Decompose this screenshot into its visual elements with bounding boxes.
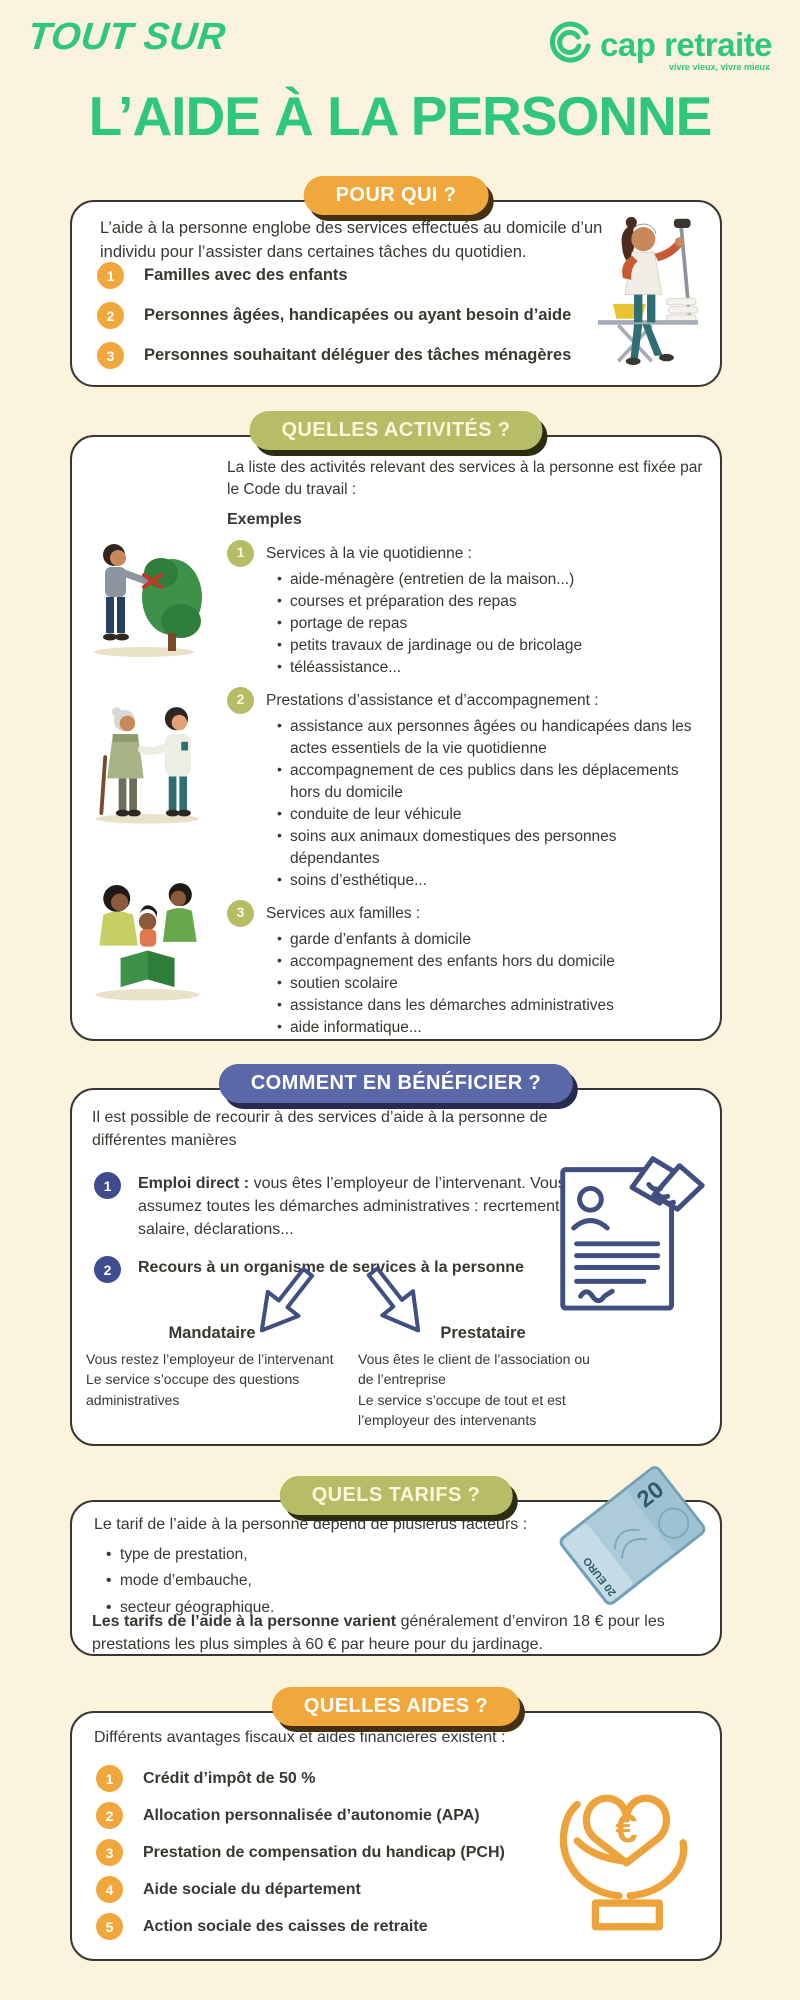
bullet-item: • soins d’esthétique... [290, 870, 705, 892]
kicker-tout-sur: TOUT SUR [25, 16, 228, 58]
list-item [97, 302, 571, 329]
bullet-item: • aide-ménagère (entretien de la maison...) [290, 569, 705, 591]
logo-text: cap retraite [600, 25, 772, 63]
activity-group [227, 900, 705, 1039]
item-number: 2 [94, 1256, 121, 1283]
activites-content [227, 457, 705, 1039]
beneficier-card [70, 1072, 722, 1446]
euro-banknote-illustration [556, 1462, 713, 1613]
logo-tagline: vivre vieux, vivre mieux [668, 62, 770, 72]
bullet-item: • accompagnement des enfants hors du domicile [290, 951, 705, 973]
list-item [96, 1913, 505, 1940]
activites-badge: QUELLES ACTIVITÉS ? [249, 411, 542, 450]
group-title: Services à la vie quotidienne : [266, 544, 472, 562]
pour-qui-intro: L’aide à la personne englobe des services effectués au domicile d’un individu pour l’assister dans certaines tâches du quotidien. [100, 219, 603, 262]
item-label: Allocation personnalisée d’autonomie (APA) [143, 1806, 480, 1824]
group-number: 1 [227, 540, 254, 567]
contract-handshake-icon [556, 1136, 706, 1319]
bullet-item: • garde d’enfants à domicile [290, 929, 705, 951]
tarifs-note [92, 1610, 708, 1656]
list-item [94, 1256, 594, 1283]
option-line: Le service s’occupe des questions administratives [86, 1371, 300, 1408]
item-number: 1 [96, 1765, 123, 1792]
beneficier-badge: COMMENT EN BÉNÉFICIER ? [219, 1064, 573, 1103]
list-item [96, 1876, 505, 1903]
item-label: Prestation de compensation du handicap (PCH) [143, 1843, 505, 1861]
group-number: 2 [227, 687, 254, 714]
examples-label: Exemples [227, 511, 302, 528]
bullet-item: • type de prestation, [120, 1542, 274, 1568]
item-number: 5 [96, 1913, 123, 1940]
item-text: vous êtes l’employeur de l’intervenant. Vous assumez toutes les démarches administratives : recrtement, salaire, déclarations... [138, 1175, 566, 1239]
group-bullets [227, 716, 705, 892]
page-title: L’AIDE À LA PERSONNE [88, 85, 712, 147]
option-line: Vous restez l’employeur de l’intervenant [86, 1351, 334, 1367]
elderly-care-illustration [84, 695, 214, 835]
activity-group [227, 540, 705, 679]
aides-badge: QUELLES AIDES ? [272, 1687, 520, 1726]
activites-card [70, 419, 722, 1041]
group-title: Prestations d’assistance et d’accompagnement : [266, 691, 599, 709]
tarifs-card [70, 1475, 722, 1656]
item-number: 3 [96, 1839, 123, 1866]
family-reading-illustration [84, 867, 214, 1012]
list-item [96, 1765, 505, 1792]
item-label: Familles avec des enfants [144, 266, 348, 284]
bullet-item: • portage de repas [290, 613, 705, 635]
item-number: 1 [94, 1172, 121, 1199]
item-number: 2 [97, 302, 124, 329]
banknote-label: 20 EURO [580, 1554, 619, 1599]
aides-card [70, 1695, 722, 1961]
group-bullets [227, 929, 705, 1039]
prestataire-column [358, 1324, 608, 1430]
activites-intro: La liste des activités relevant des services à la personne est fixée par le Code du travail : [227, 459, 703, 498]
item-number: 1 [97, 262, 124, 289]
ironing-person-illustration [585, 210, 710, 375]
item-label: Action sociale des caisses de retraite [143, 1917, 428, 1935]
aides-intro: Différents avantages fiscaux et aides financières existent : [94, 1729, 506, 1746]
group-title: Services aux familles : [266, 904, 421, 922]
euro-symbol: € [615, 1805, 638, 1851]
bullet-item: • conduite de leur véhicule [290, 804, 705, 826]
hands-holding-euro-heart-icon [546, 1757, 706, 1940]
bullet-item: • soutien scolaire [290, 973, 705, 995]
pour-qui-badge: POUR QUI ? [304, 176, 489, 215]
bullet-item: • soins aux animaux domestiques des personnes dépendantes [290, 826, 705, 870]
item-lead: Emploi direct : [138, 1175, 250, 1192]
option-title: Prestataire [440, 1324, 526, 1342]
tarifs-note-lead: Les tarifs de l’aide à la personne varient [92, 1613, 397, 1630]
bullet-item: • petits travaux de jardinage ou de bricolage [290, 635, 705, 657]
item-number: 4 [96, 1876, 123, 1903]
list-item [97, 262, 571, 289]
list-item [96, 1839, 505, 1866]
option-line: Vous êtes le client de l’association ou de l’entreprise [358, 1351, 590, 1388]
item-label: Personnes âgées, handicapées ou ayant besoin d’aide [144, 306, 572, 324]
bullet-item: • téléassistance... [290, 657, 705, 679]
aides-list [96, 1765, 505, 1940]
bullet-item: • assistance dans les démarches administratives [290, 995, 705, 1017]
bullet-item: • accompagnement de ces publics dans les déplacements hors du domicile [290, 760, 705, 804]
item-number: 2 [96, 1802, 123, 1829]
option-title: Mandataire [168, 1324, 256, 1342]
item-label: Personnes souhaitant déléguer des tâches ménagères [144, 346, 572, 364]
beneficier-intro: Il est possible de recourir à des services d’aide à la personne de différentes manières [92, 1109, 548, 1150]
list-item [96, 1802, 505, 1829]
pour-qui-list [97, 262, 571, 369]
bullet-item: • secteur géographique. [120, 1595, 274, 1621]
bullet-item: • courses et préparation des repas [290, 591, 705, 613]
item-number: 3 [97, 342, 124, 369]
cap-retraite-logo-icon [548, 20, 592, 69]
bullet-item: • assistance aux personnes âgées ou handicapées dans les actes essentiels de la vie quotidienne [290, 716, 705, 760]
tarifs-badge: QUELS TARIFS ? [280, 1476, 513, 1515]
tarifs-intro: Le tarif de l’aide à la personne dépend de plusierus facteurs : [94, 1516, 528, 1533]
item-label: Aide sociale du département [143, 1880, 361, 1898]
item-label: Crédit d’impôt de 50 % [143, 1769, 316, 1787]
bullet-item: • aide informatique... [290, 1017, 705, 1039]
tarifs-note-rest: généralement d’environ 18 € pour les prestations les plus simples à 60 € par heure pour du jardinage. [92, 1613, 665, 1654]
activity-group [227, 687, 705, 892]
group-number: 3 [227, 900, 254, 927]
group-bullets [227, 569, 705, 679]
mandataire-column [86, 1324, 338, 1410]
bullet-item: • mode d’embauche, [120, 1568, 274, 1594]
option-line: Le service s’occupe de tout et est l’employeur des intervenants [358, 1391, 566, 1428]
list-item [94, 1172, 584, 1242]
banknote-value: 20 [631, 1475, 669, 1513]
pour-qui-card [70, 184, 722, 387]
item-lead: Recours à un organisme de services à la personne [138, 1259, 524, 1276]
list-item [97, 342, 571, 369]
hedge-trimming-illustration [84, 525, 209, 665]
